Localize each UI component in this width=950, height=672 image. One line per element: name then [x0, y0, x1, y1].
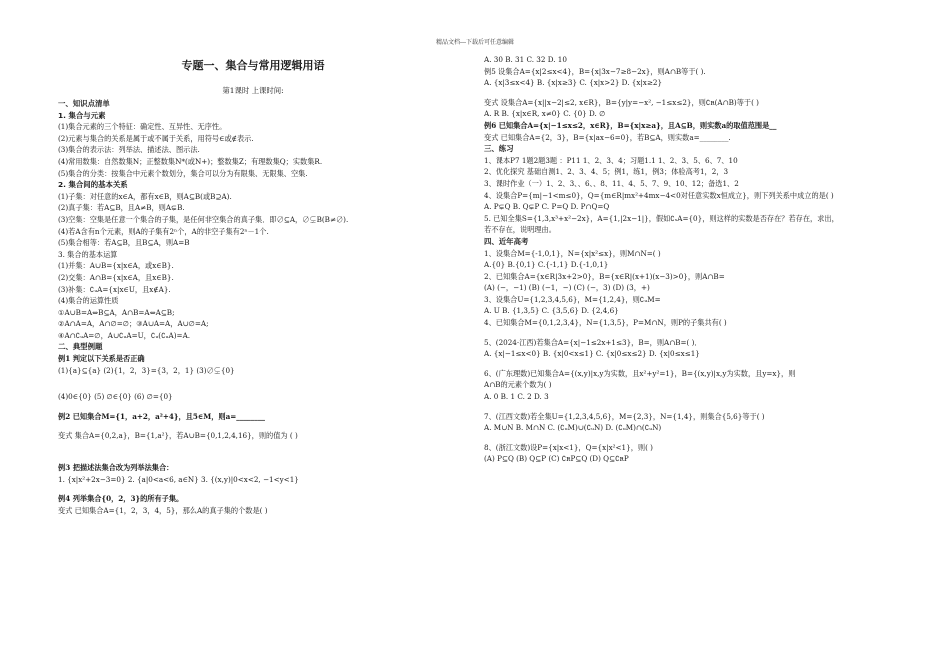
text-line: 变式 已知集合A={2，3}，B={x|ax−6=0}，若B⊆A，则实数a=________. [484, 132, 731, 142]
text-line: ④A∩∁ᵤA=∅，A∪∁ᵤA=U，∁ᵤ(∁ᵤA)=A. [58, 330, 191, 340]
text-line: A. 0 B. 1 C. 2 D. 3 [484, 392, 549, 402]
text-line: (3)空集：空集是任意一个集合的子集，是任何非空集合的真子集．即∅⊆A，∅⊊B(B≠∅). [58, 214, 349, 224]
text-line: (1)集合元素的三个特征：确定性、互异性、无序性。 [58, 122, 227, 132]
text-line: 例4 列举集合{0，2，3}的所有子集。 [58, 494, 184, 504]
text-line: A.{0} B.{0,1} C.{-1,1} D.{-1,0,1} [484, 260, 609, 270]
section-heading: 2. 集合间的基本关系 [58, 180, 128, 190]
text-line: 例6 已知集合A={x|−1≤x≤2，x∈R}，B={x|x≥a}，且A⊆B，则实数a的取值范围是__ [484, 120, 777, 130]
text-line: 变式 集合A={0,2,a}，B={1,a²}，若A∪B={0,1,2,4,16}，则的值为 ( ) [58, 431, 298, 441]
text-line: 4、设集合P={m|−1<m≤0}，Q={m∈R|mx²+4mx−4<0对任意实数x恒成立}，则下列关系中成立的是( ) [484, 190, 834, 200]
section-heading: 四、近年高考 [484, 236, 529, 246]
text-line: (A) P⊆Q (B) Q⊆P (C) ∁ʀP⊆Q (D) Q⊆∁ʀP [484, 454, 629, 464]
text-line: (4)0∈{0} (5) ∅∈{0} (6) ∅={0} [58, 392, 173, 402]
text-line: A. M∪N B. M∩N C. (∁ᵤM)∪(∁ᵤN) D. (∁ᵤM)∩(∁ᵤN) [484, 423, 662, 433]
text-line: (5)集合的分类：按集合中元素个数划分，集合可以分为有限集、无限集、空集. [58, 168, 308, 178]
text-line: ①A∪B=A⇔B⊆A，A∩B=A⇔A⊆B; [58, 307, 175, 317]
text-line: A. 30 B. 31 C. 32 D. 10 [484, 55, 567, 64]
text-line: (2)元素与集合的关系是属于或不属于关系，用符号∈或∉表示. [58, 133, 254, 143]
text-line: A. P⊊Q B. Q⊊P C. P=Q D. P∩Q=Q [484, 202, 610, 212]
left-column [58, 52, 488, 516]
text-line: 1. {x|x²+2x−3=0} 2. {a|0<a<6, a∈N} 3. {(x,y)|0<x<2, −1<y<1} [58, 474, 299, 484]
left-content [58, 98, 488, 516]
text-line: (3)补集：∁ᵤA={x|x∈U，且x∉A}. [58, 284, 171, 294]
text-line: (A) (−，−1) (B) (−1，−) (C) (−，3) (D) (3，+) [484, 283, 650, 293]
text-line: 变式 设集合A={x||x−2|≤2, x∈R}，B={y|y=−x², −1≤x≤2}，则∁ʀ(A∩B)等于( ) [484, 97, 759, 107]
text-line: (4)常用数集：自然数集N；正整数集N*(或N+)；整数集Z；有理数集Q；实数集R. [58, 156, 323, 166]
section-heading: 二、典型例题 [58, 342, 103, 352]
text-line: 例2 已知集合M={1，a+2，a²+4}，且5∈M，则a=________ [58, 411, 266, 421]
text-line: 1、课本P7 1题2题3题 ：P11 1、2、3、4；习题1.1 1、2、3、5、6、7、10 [484, 155, 738, 165]
text-line: 2、优化探究 基础自测1、2、3、4、5；例1，练1，例3；体验高考1，2，3 [484, 167, 729, 177]
right-content [484, 54, 914, 465]
text-line: 8、(浙江文数)设P={x|x<1}，Q={x|x²<1}，则( ) [484, 442, 653, 452]
text-line: 3. 集合的基本运算 [58, 249, 118, 259]
text-line: ②A∩A=A，A∩∅=∅；③A∪A=A，A∪∅=A; [58, 319, 209, 329]
text-line: 若不存在，说明理由。 [484, 225, 556, 235]
text-line: (1)并集：A∪B={x|x∈A，或x∈B}. [58, 261, 174, 271]
text-line: 变式 已知集合A={1，2，3，4，5}，那么A的真子集的个数是( ) [58, 505, 268, 515]
text-line: A. R B. {x|x∈R, x≠0} C. {0} D. ∅ [484, 109, 606, 119]
text-line: 5、(2024·江西)若集合A={x|−1≤2x+1≤3}，B=，则A∩B=( )． [484, 337, 702, 347]
text-line: A. {x|−1≤x<0} B. {x|0<x≤1} C. {x|0≤x≤2} D. {x|0≤x≤1} [484, 349, 700, 359]
section-heading: 三、练习 [484, 144, 514, 154]
text-line: A. U B. {1,3,5} C. {3,5,6} D. {2,4,6} [484, 306, 619, 316]
text-line: A. {x|3≤x<4} B. {x|x≥3} C. {x|x>2} D. {x|x≥2} [484, 78, 663, 88]
section-heading: 1. 集合与元素 [58, 110, 106, 120]
text-line: 例3 把描述法集合改为列举法集合： [58, 463, 174, 473]
page-header: 精品文档---下载后可任意编辑 [435, 39, 515, 46]
text-line: 2、已知集合A={x∈R|3x+2>0}，B={x∈R|(x+1)(x−3)>0}，则A∩B= [484, 271, 725, 281]
text-line: 4、已知集合M={0,1,2,3,4}，N={1,3,5}，P=M∩N，则P的子集共有( ) [484, 318, 727, 328]
right-column [484, 54, 914, 465]
text-line: 6、(广东理数)已知集合A={(x,y)|x,y为实数，且x²+y²=1}，B={(x,y)|x,y为实数，且y=x}，则 [484, 368, 796, 378]
text-line: 例1 判定以下关系是否正确 [58, 354, 145, 364]
text-line: 例5 设集合A={x|2≤x<4}，B={x|3x−7≥8−2x}，则A∩B等于( ). [484, 66, 706, 76]
text-line: 3、设集合U={1,2,3,4,5,6}，M={1,2,4}，则∁ᵤM= [484, 294, 661, 304]
text-line: 3、课时作业（一）1、2、3、、6、、8、11、4、5、7、9、10、12；备选1、2 [484, 178, 739, 188]
text-line: (2)真子集：若A⊆B，且A≠B，则A⊊B. [58, 203, 185, 213]
document-title: 专题一、集合与常用逻辑用语 [181, 59, 325, 72]
text-line: 1、设集合M={-1,0,1}，N={x|x²≤x}，则M∩N=( ) [484, 248, 661, 258]
section-heading: 一、知识点清单 [58, 99, 110, 108]
text-line: (1)子集：对任意的x∈A，都有x∈B，则A⊆B(或B⊇A). [58, 191, 232, 201]
text-line: (1){a}⊆{a} (2){1，2，3}={3，2，1} (3)∅⊊{0} [58, 365, 235, 375]
text-line: A∩B的元素个数为( ) [484, 380, 552, 390]
text-line: (5)集合相等：若A⊆B，且B⊆A，则A=B [58, 238, 190, 248]
text-line: (4)集合的运算性质 [58, 296, 119, 306]
text-line: (4)若A含有n个元素，则A的子集有2ⁿ个，A的非空子集有2ⁿ－1个. [58, 226, 269, 236]
text-line: 5. 已知全集S={1,3,x³+x²−2x}，A={1,|2x−1|}，假如∁ₛA={0}，则这样的实数是否存在？若存在，求出， [484, 213, 839, 223]
text-line: 7、(江西文数)若全集U={1,2,3,4,5,6}，M={2,3}，N={1,4}，则集合{5,6}等于( ) [484, 411, 765, 421]
text-line: (2)交集：A∩B={x|x∈A，且x∈B}. [58, 272, 174, 282]
lesson-subtitle: 第1课时 上课时间: [222, 86, 284, 95]
text-line: (3)集合的表示法：列举法、描述法、图示法. [58, 145, 200, 155]
